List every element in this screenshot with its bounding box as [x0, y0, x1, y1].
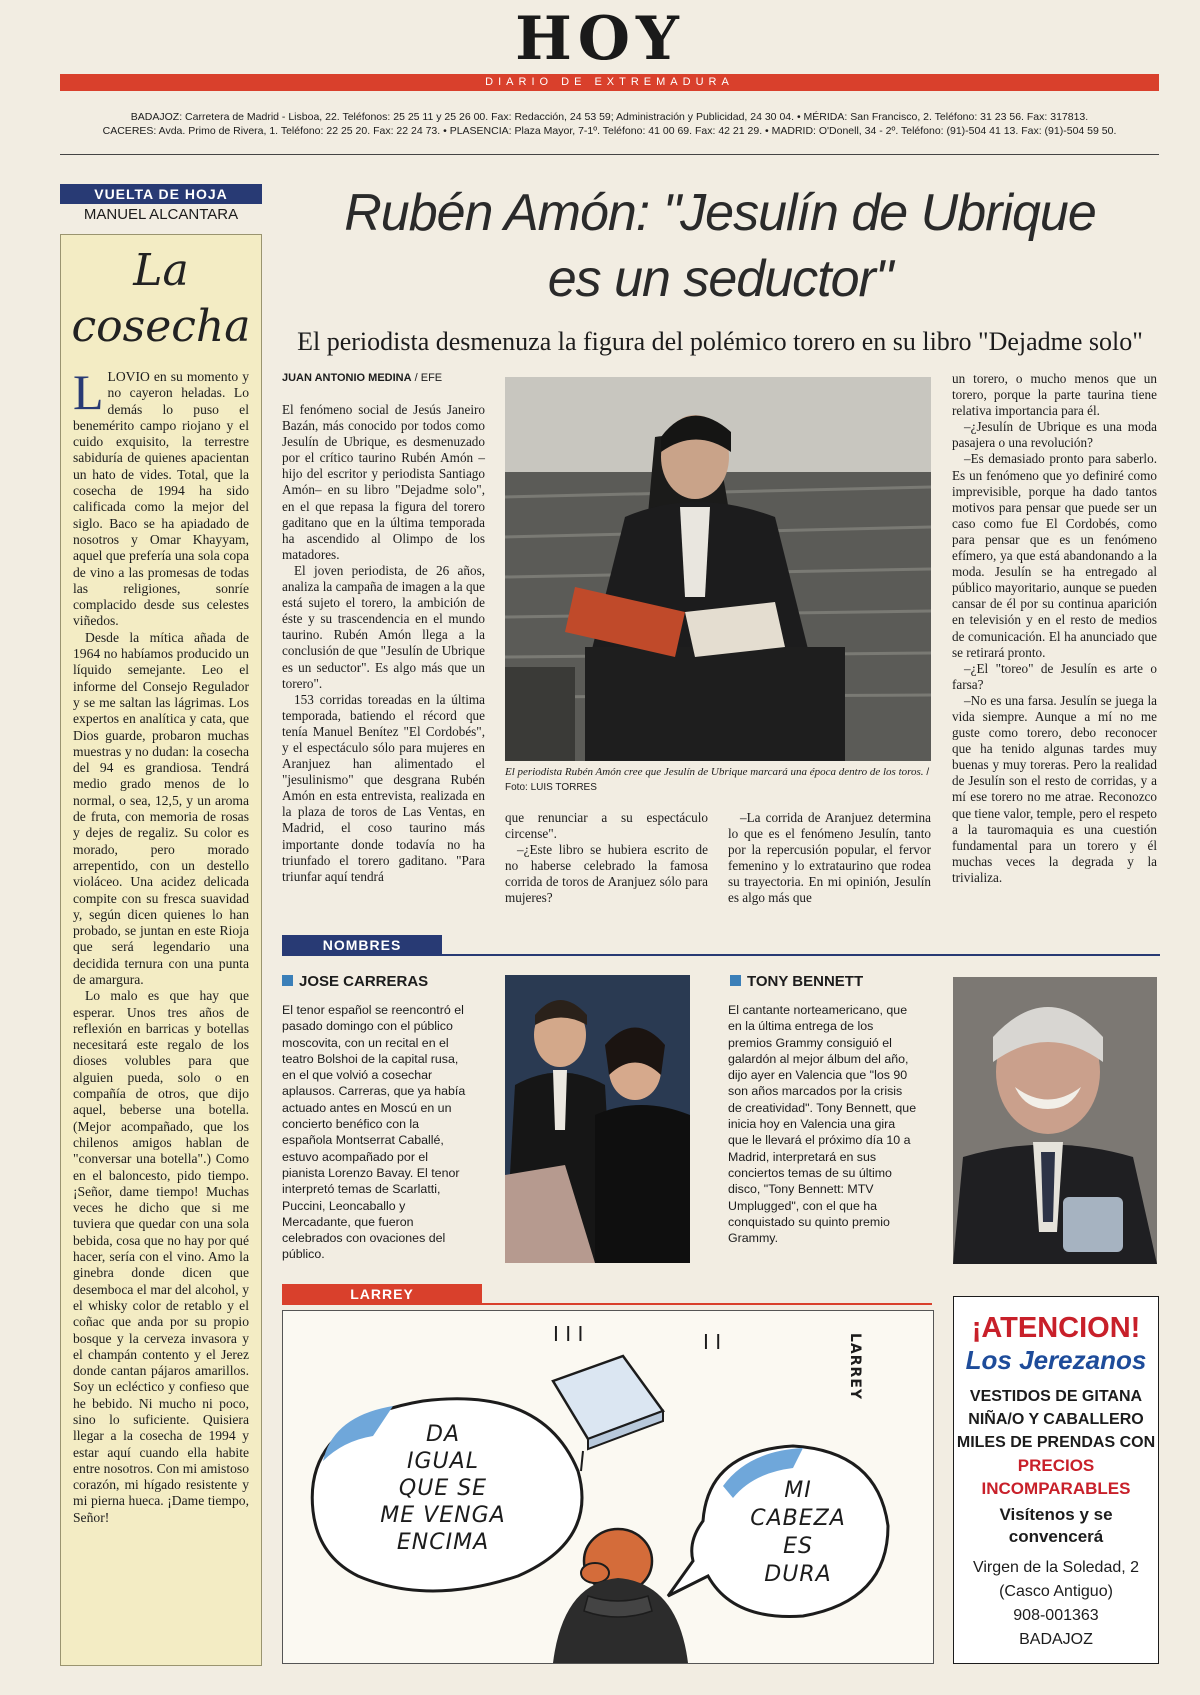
- ad-line: VESTIDOS DE GITANA: [969, 1388, 1143, 1405]
- article-paragraph: 153 corridas toreadas en la última temporada, batiendo el récord que tenía Manuel Benítez "El Cordobés", y el espectáculo sólo para mujeres en Aranjuez han alimentado el "jesulinismo" que desgrana Rubén Amón en esta entrevista, realizada en la plaza de toros de Las Ventas, en Madrid, el coso taurino más importante donde todavía no ha triunfado el torero gaditano. "Para triunfar aquí tendrá: [282, 691, 485, 884]
- column-paragraph: Desde la mítica añada de 1964 no habíamos producido un líquido semejante. Leo el informe del Consejo Regulador y se me saltan las lágrimas. Los expertos en analítica y cata, que Dios guarde, probaron muchas muestras y no dudan: la cosecha del 94 es grandiosa. Tendrá medio grado menos de lo normal, o sea, 12,5, y un aroma de fruta, con memoria de rosas y dejes de regaliz. Su color es morado, pero morado arrepentido, con un destello violáceo. Una acidez delicada compite con su fresca suavidad y, según dicen quienes lo han probado, se juntan en este Rioja que será legendario una decidida ternura con una punta de amargura.: [73, 629, 249, 987]
- masthead-subtitle: DIARIO DE EXTREMADURA: [60, 74, 1159, 91]
- ad-address: Virgen de la Soledad, 2: [972, 1559, 1140, 1576]
- column-paragraph: Lo malo es que hay que esperar. Unos tres años de reflexión en barricas y botellas necesitará este regalo de los dioses volubles para que alguien pueda, solo o en compañía de otros, que dijo aquel, beberse una botella. (Mejor acompañado, que los chilenos amigos hablan de "conversar una botella".) Como en el baloncesto, pido tiempo. ¡Señor, dame tiempo! Muchas veces he dicho que si me tuviera que quedar con una sola bebida, cosa que no hay por qué hacer, sería con el vino. Amo la ginebra donde dicen que desemboca el mar del alcohol, y el whisky color de retablo y el coñac que anda por su propio bosque y la cerveza invasora y el champán contento y el Jerez donde cantan pájaros amarillos. Soy un ecléctico y confieso que he bebido. Ni mucho ni poco, sino lo suficiente. Quisiera llegar a la cosecha de 1994 y estar aquí cuando ella habite entre nosotros. Con mi amistoso corazón, mi hígado resistente y mi pierna hueca. ¡Dame tiempo, Señor!: [73, 988, 249, 1525]
- bubble-text: QUE SE: [398, 1476, 488, 1501]
- carreras-caballe-photo: [505, 975, 690, 1263]
- byline-author: JUAN ANTONIO MEDINA: [282, 372, 412, 384]
- headline-line-1: Rubén Amón: "Jesulín de Ubrique: [344, 184, 1096, 242]
- ad-phone: 908-001363: [1013, 1607, 1099, 1624]
- photo-credit: / Foto: LUIS TORRES: [505, 767, 930, 793]
- column-box: [60, 234, 262, 1666]
- article-paragraph: –Es demasiado pronto para saberlo. Es un fenómeno que yo definiré como imprevisible, porque ha dado tantos motivos para pensar que puede ser un caso como fue El Cordobés, como para pensar que es un fenómeno efímero, ya que está abandonando a la moda. Jesulín se ha entregado al público mayoritario, aunque se pueden cansar de él por su continua aparición en televisión y en el resto de medios de comunicación. El ha anunciado que se retirará pronto.: [952, 451, 1157, 660]
- bubble-text: IGUAL: [407, 1449, 479, 1474]
- ad-headline: ¡ATENCION!: [971, 1312, 1141, 1344]
- subheadline: El periodista desmenuza la figura del polémico torero en su libro "Dejadme solo": [297, 327, 1143, 356]
- article-column-1: [282, 402, 485, 885]
- column-author: MANUEL ALCANTARA: [83, 206, 239, 223]
- article-paragraph: un torero, o mucho menos que un torero, porque la parte taurina tiene relativa importancia para él.: [952, 371, 1157, 419]
- column-section-label: VUELTA DE HOJA: [60, 184, 262, 204]
- column-title-line-1: La: [133, 245, 189, 296]
- masthead-divider: [60, 154, 1159, 155]
- jose-carreras-text: El tenor español se reencontró el pasado domingo con el público moscovita, con un recital en el teatro Bolshoi de la capital rusa, en el que volvió a cosechar aplausos. Carreras, que ya había actuado antes en Moscú en un concierto benéfico con la española Montserrat Caballé, estuvo acompañado por el pianista Lorenzo Bavay. El tenor interpretó temas de Scarlatti, Puccini, Leoncaballo y Mercadante, que fueron celebrados con ovaciones del público.: [282, 1003, 466, 1262]
- bubble-text: DURA: [764, 1562, 832, 1587]
- jose-carreras-name: JOSE CARRERAS: [299, 973, 429, 990]
- photo-caption-text: El periodista Rubén Amón cree que Jesulín de Ubrique marcará una época dentro de los toros.: [505, 766, 924, 778]
- bubble-text: ES: [783, 1534, 813, 1559]
- main-headline: [280, 180, 1160, 312]
- ad-cta: convencerá: [1008, 1527, 1104, 1546]
- column-title-line-2: cosecha: [71, 301, 251, 352]
- byline: [282, 371, 502, 385]
- bubble-text: MI: [784, 1478, 812, 1503]
- nombres-header: [282, 935, 1160, 955]
- tony-bennett-heading: [730, 973, 930, 991]
- tony-bennett-name: TONY BENNETT: [747, 973, 864, 990]
- cartoon-panel: [282, 1310, 934, 1664]
- cartoon-label: LARREY: [282, 1284, 482, 1304]
- advertisement: [953, 1296, 1159, 1664]
- bubble-text: DA: [426, 1422, 460, 1447]
- article-paragraph: –¿Este libro se hubiera escrito de no haberse celebrado la famosa corrida de toros de Aranjuez sólo para mujeres?: [505, 842, 708, 906]
- article-column-4: [952, 371, 1157, 886]
- article-paragraph: –La corrida de Aranjuez determina lo que es el fenómeno Jesulín, tanto por la repercusión popular, el fervor femenino y lo extrataurino que rodea su trayectoria. En mi opinión, Jesulín es algo más que: [728, 810, 931, 906]
- left-speech-bubble: [363, 1421, 523, 1556]
- svg-text:I I I: I I I: [553, 1322, 584, 1346]
- column-body: [61, 355, 261, 1526]
- ad-cta: Visítenos y se: [999, 1505, 1113, 1524]
- ad-highlight: PRECIOS: [1017, 1456, 1095, 1475]
- ad-line: NIÑA/O Y CABALLERO: [968, 1411, 1144, 1428]
- ad-area: (Casco Antiguo): [999, 1583, 1113, 1600]
- ad-city: BADAJOZ: [1019, 1631, 1093, 1648]
- nombres-label: NOMBRES: [282, 935, 442, 955]
- address-line-2: CACERES: Avda. Primo de Rivera, 1. Teléfono: 22 25 20. Fax: 22 24 73. • PLASENCIA: Plaza Mayor, 7-1º. Teléfono: 41 00 69. Fax: 42 21 29. • MADRID: O'Donell, 34 - 2º. Teléfono: (91)-504 41 13. Fax: (91)-504 59 50.: [102, 125, 1117, 137]
- ad-highlight: INCOMPARABLES: [981, 1479, 1131, 1498]
- column-dropcap: L: [73, 364, 104, 420]
- cartoon-signature: LARREY: [847, 1333, 863, 1401]
- svg-text:I I: I I: [703, 1330, 722, 1354]
- byline-agency: / EFE: [411, 372, 443, 384]
- tony-bennett-text: El cantante norteamericano, que en la última entrega de los premios Grammy consiguió el galardón al mejor álbum del año, dijo ayer en Valencia que "los 90 son años marcados por la crisis de creatividad". Tony Bennett, que inicia hoy en Valencia una gira que le llevará el próximo día 10 a Madrid, interpretará en sus conciertos temas de su último disco, "Tony Bennett: MTV Umplugged", con el que ha conquistado su quinto premio Grammy.: [728, 1003, 917, 1246]
- bubble-text: CABEZA: [750, 1506, 846, 1531]
- masthead-title: HOY: [515, 4, 685, 74]
- ad-line: MILES DE PRENDAS CON: [956, 1434, 1156, 1451]
- article-paragraph: El fenómeno social de Jesús Janeiro Bazán, más conocido por todos como Jesulín de Ubrique, es desmenuzado por el crítico taurino Rubén Amón –hijo del escritor y periodista Santiago Amón– en su libro "Dejadme solo", en el que repasa la figura del torero gaditano que en la última temporada ha ascendido al Olimpo de los matadores.: [282, 402, 485, 562]
- column-paragraph: LOVIO en su momento y no cayeron heladas. Lo demás lo puso el benemérito campo riojano y el cuido exquisito, la terrestre sabiduría de quienes apacientan un hato de vides. Total, que la cosecha de 1994 ha sido calificada como la mejor del siglo. Baco se ha apiadado de nosotros y Omar Khayyam, aquel que prefería una sola copa de vino a las promesas de todas las religiones, sonríe complacido desde sus celestes viñedos.: [73, 369, 249, 629]
- bubble-text: ME VENGA: [380, 1503, 506, 1528]
- article-column-2: [505, 810, 708, 907]
- ad-brand: Los Jerezanos: [965, 1345, 1147, 1375]
- address-line-1: BADAJOZ: Carretera de Madrid - Lisboa, 22. Teléfonos: 25 25 11 y 25 26 00. Fax: Redacción, 24 53 59; Administración y Publicidad, 24 30 04. • MÉRIDA: San Francisco, 2. Teléfono: 31 23 56. Fax: 317813.: [130, 111, 1089, 123]
- tony-bennett-photo: [953, 977, 1157, 1264]
- jose-carreras-heading: [282, 973, 482, 991]
- bubble-text: ENCIMA: [396, 1530, 490, 1555]
- article-paragraph: que renunciar a su espectáculo circense".: [505, 810, 708, 842]
- article-paragraph: –¿Jesulín de Ubrique es una moda pasajera o una revolución?: [952, 419, 1157, 451]
- article-paragraph: –¿El "toreo" de Jesulín es arte o farsa?: [952, 660, 1157, 692]
- right-speech-bubble: [723, 1477, 873, 1589]
- article-column-3: [728, 810, 931, 907]
- bullet-icon: [730, 975, 741, 986]
- bullet-icon: [282, 975, 293, 986]
- article-paragraph: El joven periodista, de 26 años, analiza la campaña de imagen a la que está sujeto el torero, la ambición de éste y su trascendencia en el mundo taurino. Rubén Amón llega a la conclusión de que "Jesulín de Ubrique es un seductor". Es algo más que un torero".: [282, 562, 485, 691]
- photo-caption: [505, 765, 931, 795]
- ruben-amon-photo: [505, 377, 931, 761]
- article-paragraph: –No es una farsa. Jesulín se juega la vida siempre. Aunque a mí no me guste como torero, debo reconocer que ha tenido algunas tardes muy buenas y muy toreras. Pero la realidad de Jesulín son el resto de corridas, y a mí ese torero no me atrae. Reconozco que tiene valor, temple, pero el respeto a la tauromaquia es una cuestión fundamental para un torero y él muchas veces la degrada y la trivializa.: [952, 692, 1157, 885]
- headline-line-2: es un seductor": [547, 250, 893, 308]
